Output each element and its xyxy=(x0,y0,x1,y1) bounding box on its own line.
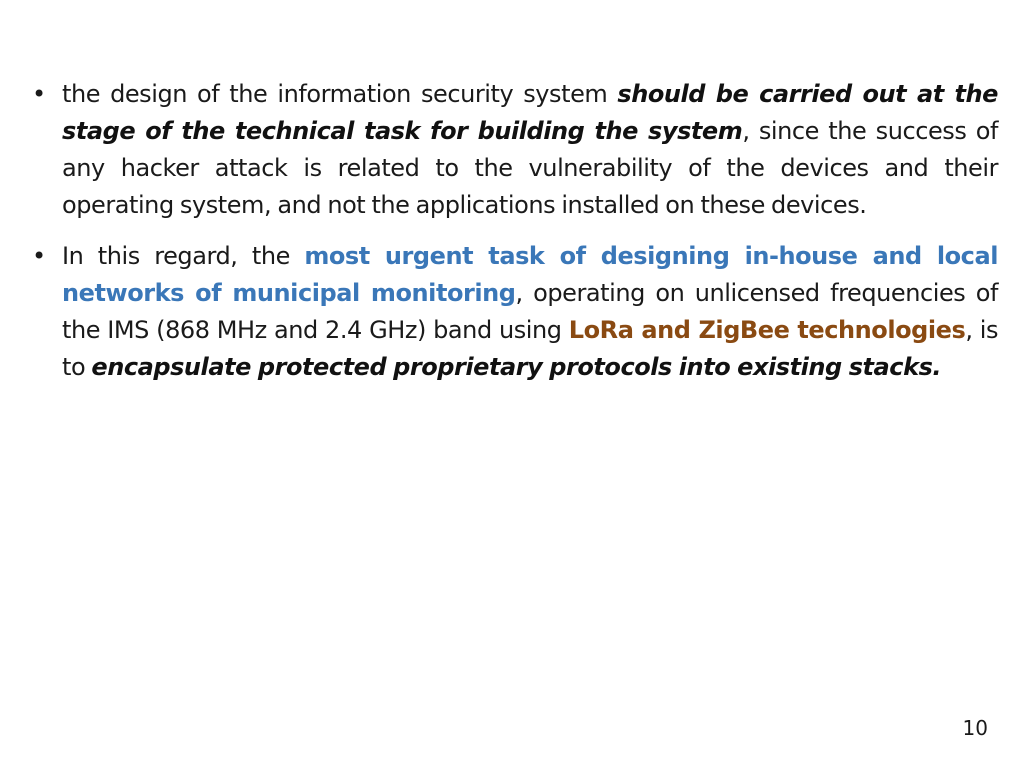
bullet-highlight-blue: most urgent task of designing in-house and local networks of municipal monitoring xyxy=(62,242,998,307)
bullet-text: , since the success of any hacker attack is related to the vulnerability of the devices and their operating system, and not the applications installed on these devices. xyxy=(62,117,998,219)
bullet-text: the design of the information security system xyxy=(62,80,618,108)
bullet-highlight-brown: LoRa and ZigBee technologies xyxy=(568,316,966,344)
bullet-item-design xyxy=(30,76,998,224)
bullet-text: , operating on unlicensed frequencies of the IMS (868 MHz and 2.4 GHz) band using xyxy=(62,279,998,344)
bullet-emphasis: should be carried out at the stage of the technical task for building the system xyxy=(62,80,998,145)
bullet-emphasis: encapsulate protected proprietary protocols into existing stacks. xyxy=(91,353,942,381)
bullet-text: In this regard, the xyxy=(62,242,305,270)
bullet-list xyxy=(30,76,998,400)
bullet-item-regard xyxy=(30,238,998,386)
page-number: 10 xyxy=(962,716,988,740)
bullet-marker: • xyxy=(32,242,46,270)
bullet-text: , is to xyxy=(62,316,998,381)
bullet-marker: • xyxy=(32,80,46,108)
